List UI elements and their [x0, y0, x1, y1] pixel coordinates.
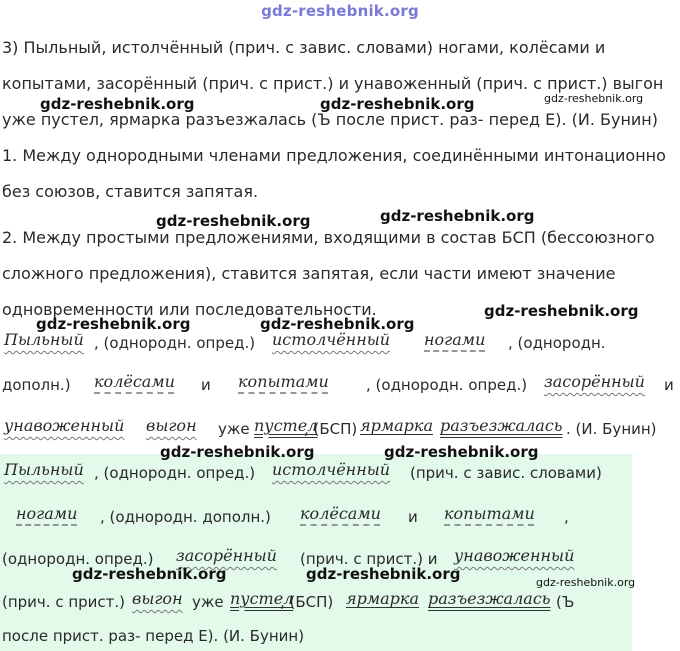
- paragraph-line: 1. Между однородными членами предложения, соединёнными интонационно: [2, 146, 666, 165]
- parse-note: , (однородн. опред.): [94, 334, 256, 352]
- parse-word: разъезжалась: [428, 589, 551, 608]
- parse-note: уже: [192, 593, 224, 611]
- parse-word: колёсами: [94, 372, 175, 391]
- watermark: gdz-reshebnik.org: [72, 565, 227, 583]
- watermark: gdz-reshebnik.org: [156, 212, 311, 230]
- parse-note: (однородн. опред.): [2, 550, 154, 568]
- paragraph-line: одновременности или последовательности.: [2, 300, 377, 319]
- watermark: gdz-reshebnik.org: [160, 443, 315, 461]
- parse-word: ногами: [16, 504, 78, 523]
- paragraph-line: 2. Между простыми предложениями, входящими в состав БСП (бессоюзного: [2, 228, 655, 247]
- parse-note: , (БСП): [304, 420, 358, 438]
- parse-word: выгон: [132, 589, 183, 608]
- parse-note: и: [201, 376, 211, 394]
- paragraph-line: без союзов, ставится запятая.: [2, 182, 259, 201]
- parse-note: (Ъ: [556, 593, 575, 611]
- parse-note: , (однородн. опред.): [366, 376, 528, 394]
- parse-note: (прич. с завис. словами): [410, 464, 602, 482]
- parse-word: унавоженный: [4, 416, 125, 435]
- site-header[interactable]: gdz-reshebnik.org: [261, 2, 419, 20]
- paragraph-line: копытами, засорённый (прич. с прист.) и унавоженный (прич. с прист.) выгон: [2, 74, 664, 93]
- watermark: gdz-reshebnik.org: [320, 95, 475, 113]
- parse-word: ярмарка: [346, 589, 419, 608]
- parse-word: Пыльный: [4, 460, 84, 479]
- parse-note: , (однородн. опред.): [94, 464, 256, 482]
- parse-word: ярмарка: [360, 416, 433, 435]
- paragraph-line: уже пустел, ярмарка разъезжалась (Ъ после прист. раз- перед Е). (И. Бунин): [2, 110, 659, 129]
- parse-word: выгон: [146, 416, 197, 435]
- parse-note: ,: [564, 508, 569, 526]
- watermark: gdz-reshebnik.org: [536, 576, 636, 589]
- watermark: gdz-reshebnik.org: [384, 443, 539, 461]
- parse-note: , (однородн.: [508, 334, 606, 352]
- watermark: gdz-reshebnik.org: [260, 315, 415, 333]
- parse-word: унавоженный: [454, 546, 575, 565]
- parse-word: истолчённый: [272, 460, 391, 479]
- parse-word: пустел: [254, 416, 318, 435]
- watermark: gdz-reshebnik.org: [40, 95, 195, 113]
- parse-note: и: [664, 376, 674, 394]
- parse-note: после прист. раз- перед Е). (И. Бунин): [2, 627, 305, 645]
- parse-note: (прич. с прист.) и: [300, 550, 438, 568]
- parse-note: , (БСП): [280, 593, 334, 611]
- parse-word: Пыльный: [4, 330, 84, 349]
- parse-word: истолчённый: [272, 330, 391, 349]
- watermark: gdz-reshebnik.org: [36, 315, 191, 333]
- parse-word: копытами: [238, 372, 329, 391]
- parse-word: пустел: [230, 589, 294, 608]
- watermark: gdz-reshebnik.org: [380, 207, 535, 225]
- watermark: gdz-reshebnik.org: [544, 92, 644, 105]
- parse-word: засорённый: [544, 372, 645, 391]
- watermark: gdz-reshebnik.org: [306, 565, 461, 583]
- parse-note: . (И. Бунин): [566, 420, 657, 438]
- parse-note: , (однородн. дополн.): [100, 508, 271, 526]
- parse-word: разъезжалась: [440, 416, 563, 435]
- parse-word: копытами: [444, 504, 535, 523]
- parse-note: (прич. с прист.): [2, 593, 126, 611]
- paragraph-line: 3) Пыльный, истолчённый (прич. с завис. словами) ногами, колёсами и: [2, 38, 606, 57]
- parse-word: ногами: [424, 330, 486, 349]
- parse-note: дополн.): [2, 376, 71, 394]
- paragraph-line: сложного предложения), ставится запятая, если части имеют значение: [2, 264, 616, 283]
- parse-note: и: [408, 508, 418, 526]
- parse-word: колёсами: [300, 504, 381, 523]
- parse-word: засорённый: [176, 546, 277, 565]
- parse-note: уже: [218, 420, 250, 438]
- watermark: gdz-reshebnik.org: [484, 302, 639, 320]
